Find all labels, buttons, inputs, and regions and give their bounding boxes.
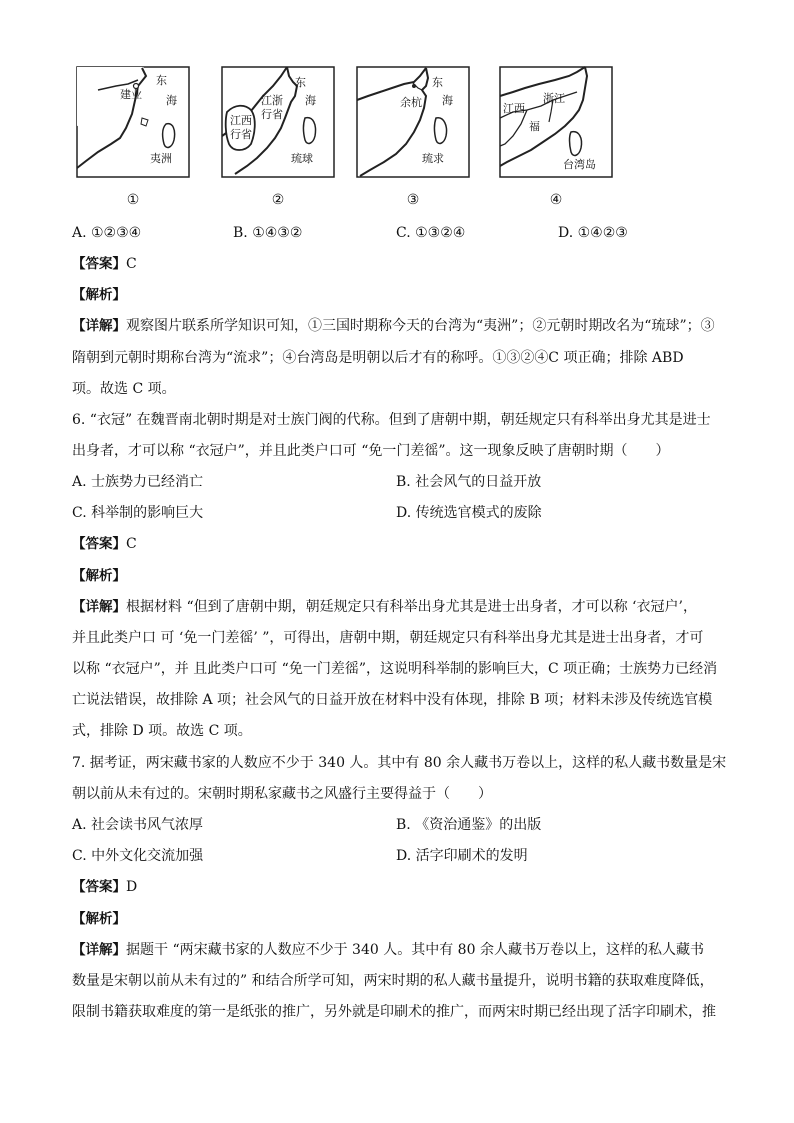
detail-text: 观察图片联系所学知识可知，①三国时期称今天的台湾为“夷洲”；②元朝时期改名为“琉球”；③ bbox=[126, 318, 715, 334]
map-1-number: ① bbox=[126, 192, 140, 208]
map-3-label-liuqiu: 琉求 bbox=[422, 152, 444, 165]
detail-text: 根据材料 “但到了唐朝中期，朝廷规定只有科举出身尤其是进士出身者，才可以称 ‘衣冠户’， bbox=[126, 599, 697, 615]
map-4-label-fu: 福 bbox=[529, 120, 540, 133]
q6-stem-line-1: 6. “衣冠” 在魏晋南北朝时期是对士族门阀的代称。但到了唐朝中期，朝廷规定只有科举出身尤其是进士 bbox=[72, 412, 711, 428]
detail-tag: 【详解】 bbox=[72, 599, 126, 615]
map-2-label-jiangzhe: 江浙 bbox=[261, 94, 283, 107]
answer-tag: 【答案】 bbox=[72, 256, 126, 272]
q7-detail-line-1 bbox=[72, 940, 704, 960]
analysis-tag: 【解析】 bbox=[72, 287, 126, 303]
q7-stem-line-2: 朝以前从未有过的。宋朝时期私家藏书之风盛行主要得益于（ ） bbox=[72, 786, 492, 802]
q5-analysis bbox=[72, 285, 126, 305]
analysis-tag: 【解析】 bbox=[72, 568, 126, 584]
map-3-number: ③ bbox=[406, 192, 420, 208]
map-4-label-taiwandao: 台湾岛 bbox=[563, 158, 596, 171]
map-4-drawing bbox=[499, 66, 613, 178]
q5-option-c: C. ①③②④ bbox=[396, 225, 466, 241]
map-4-number: ④ bbox=[549, 192, 563, 208]
map-1-label-dong: 东 bbox=[156, 74, 167, 87]
detail-tag: 【详解】 bbox=[72, 318, 126, 334]
q6-analysis bbox=[72, 566, 126, 586]
q7-option-a: A. 社会读书风气浓厚 bbox=[72, 817, 204, 833]
q6-detail-line-4: 亡说法错误，故排除 A 项；社会风气的日益开放在材料中没有体现，排除 B 项；材料未涉及传统选官模 bbox=[72, 692, 713, 708]
q7-option-b: B. 《资治通鉴》的出版 bbox=[396, 817, 542, 833]
q7-answer bbox=[72, 877, 137, 897]
map-1-label-hai: 海 bbox=[166, 94, 177, 107]
q6-option-c: C. 科举制的影响巨大 bbox=[72, 505, 204, 521]
q7-option-c: C. 中外文化交流加强 bbox=[72, 848, 204, 864]
map-2-label-jiangxi: 江西 bbox=[230, 114, 252, 127]
map-4-label-zhejiang: 浙江 bbox=[543, 92, 565, 105]
q5-answer bbox=[72, 254, 137, 274]
map-2-label-dong: 东 bbox=[295, 76, 306, 89]
answer-value: C bbox=[126, 536, 137, 552]
detail-text: 据题干 “两宋藏书家的人数应不少于 340 人。其中有 80 余人藏书万卷以上，这样的私人藏书 bbox=[126, 942, 704, 958]
q7-option-d: D. 活字印刷术的发明 bbox=[396, 848, 528, 864]
q5-detail-line-2: 隋朝到元朝时期称台湾为“流求”；④台湾岛是明朝以后才有的称呼。①③②④C 项正确；排除 ABD bbox=[72, 350, 684, 366]
map-4-label-jiangxi: 江西 bbox=[503, 102, 525, 115]
map-2-label-liuqiu: 琉球 bbox=[291, 152, 313, 165]
answer-tag: 【答案】 bbox=[72, 536, 126, 552]
answer-value: D bbox=[126, 879, 138, 895]
q6-option-b: B. 社会风气的日益开放 bbox=[396, 474, 542, 490]
answer-tag: 【答案】 bbox=[72, 879, 126, 895]
q7-analysis bbox=[72, 909, 126, 929]
q5-option-a: A. ①②③④ bbox=[72, 225, 142, 241]
map-1-label-yizhou: 夷洲 bbox=[150, 152, 172, 165]
q6-stem-line-2: 出身者，才可以称 “衣冠户”，并且此类户口可 “免一门差徭”。这一现象反映了唐朝时期（ ） bbox=[72, 443, 670, 459]
map-4 bbox=[499, 66, 613, 178]
map-2-label-xingsheng-1: 行省 bbox=[261, 108, 283, 121]
map-1 bbox=[76, 66, 190, 178]
map-3-drawing bbox=[356, 66, 470, 178]
map-2-drawing bbox=[221, 66, 335, 178]
q6-detail-line-3: 以称 “衣冠户”，并 且此类户口可 “免一门差徭”，这说明科举制的影响巨大，C 项正确；士族势力已经消 bbox=[72, 661, 718, 677]
map-3 bbox=[356, 66, 470, 178]
map-3-label-yuhang: 余杭 bbox=[400, 96, 422, 109]
map-2-number: ② bbox=[271, 192, 285, 208]
q6-option-a: A. 士族势力已经消亡 bbox=[72, 474, 204, 490]
map-2-label-xingsheng-2: 行省 bbox=[230, 128, 252, 141]
q6-detail-line-2: 并且此类户口 可 ‘免一门差徭’ ”，可得出，唐朝中期，朝廷规定只有科举出身尤其是进士出身者，才可 bbox=[72, 630, 704, 646]
map-2-label-hai: 海 bbox=[305, 94, 316, 107]
answer-value: C bbox=[126, 256, 137, 272]
q6-detail-line-5: 式，排除 D 项。故选 C 项。 bbox=[72, 723, 252, 739]
q6-option-d: D. 传统选官模式的废除 bbox=[396, 505, 542, 521]
detail-tag: 【详解】 bbox=[72, 942, 126, 958]
q7-detail-line-3: 限制书籍获取难度的第一是纸张的推广，另外就是印刷术的推广，而两宋时期已经出现了活字印刷术，推 bbox=[72, 1004, 716, 1020]
q5-detail-line-1 bbox=[72, 316, 715, 336]
map-3-label-hai: 海 bbox=[442, 94, 453, 107]
map-1-label-jianye: 建业 bbox=[120, 88, 142, 101]
q5-option-d: D. ①④②③ bbox=[558, 225, 628, 241]
q7-stem-line-1: 7. 据考证，两宋藏书家的人数应不少于 340 人。其中有 80 余人藏书万卷以上，这样的私人藏书数量是宋 bbox=[72, 755, 727, 771]
map-3-label-dong: 东 bbox=[432, 76, 443, 89]
map-1-drawing bbox=[76, 66, 190, 178]
analysis-tag: 【解析】 bbox=[72, 911, 126, 927]
q6-answer bbox=[72, 534, 137, 554]
q6-detail-line-1 bbox=[72, 597, 697, 617]
q7-detail-line-2: 数量是宋朝以前从未有过的” 和结合所学可知，两宋时期的私人藏书量提升，说明书籍的获取难度降低， bbox=[72, 973, 714, 989]
map-2 bbox=[221, 66, 335, 178]
q5-detail-line-3: 项。故选 C 项。 bbox=[72, 381, 176, 397]
q5-option-b: B. ①④③② bbox=[233, 225, 303, 241]
